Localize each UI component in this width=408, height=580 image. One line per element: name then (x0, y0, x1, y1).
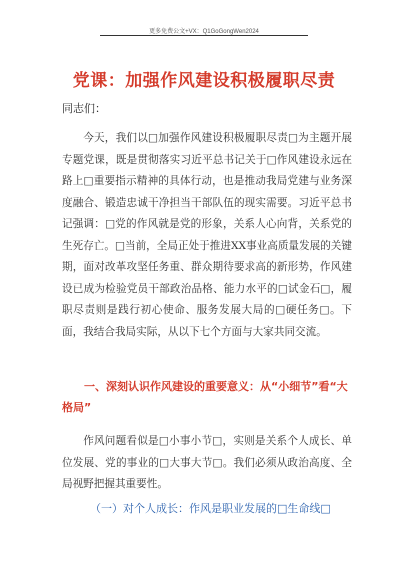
body-paragraph-1: 今天，我们以□加强作风建设积极履职尽责□为主题开展专题党课，既是贯彻落实习近平总书记关于□作风建设永远在路上□重要指示精神的具体行动，也是推动我局党建与业务深度融合、锻造忠诚干净担当干部队伍的现实需要。习近平总书记强调：□党的作风就是党的形象，关系人心向背，关系党的生死存亡。□当前，全局正处于推进XX事业高质量发展的关键期，面对改革攻坚任务重、群众期待要求高的新形势，作风建设已成为检验党员干部政治品格、能力水平的□试金石□，履职尽责则是践行初心使命、服务发展大局的□硬任务□。下面，我结合我局实际，从以下七个方面与大家共同交流。 (62, 132, 352, 338)
page-header (0, 0, 408, 36)
section-heading-1: 一、深刻认识作风建设的重要意义：从“小细节”看“大格局” (62, 380, 348, 414)
document-title: 党课：加强作风建设积极履职尽责 (72, 71, 336, 91)
header-divider (100, 35, 308, 36)
body-paragraph-2: 作风问题看似是□小事小节□，实则是关系个人成长、单位发展、党的事业的□大事大节□。我们必须从政治高度、全局视野把握其重要性。 (62, 435, 352, 490)
header-promo-text: 更多免费公文+VX：Q1GoGongWen2024 (149, 29, 259, 35)
subheading-1: （一）对个人成长：作风是职业发展的□生命线□ (90, 502, 331, 515)
salutation: 同志们： (62, 102, 106, 115)
